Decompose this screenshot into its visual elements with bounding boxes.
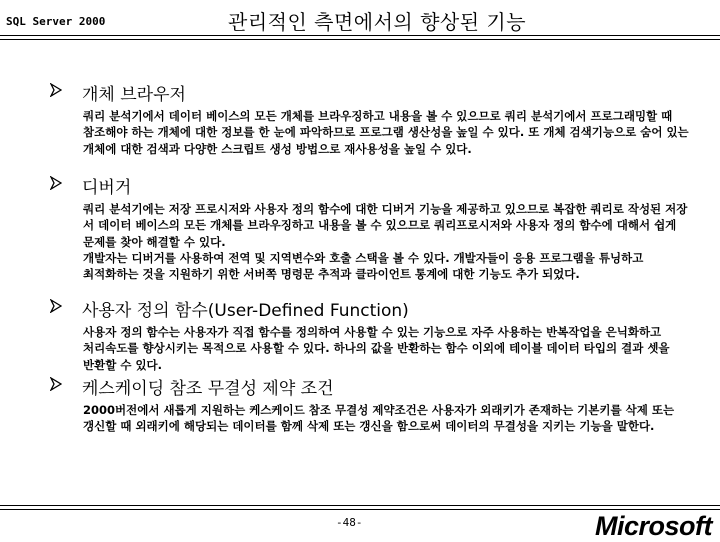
section-title: 개체 브라우저	[82, 85, 186, 105]
microsoft-logo: Microsoft	[595, 511, 712, 541]
section-title: 케스케이딩 참조 무결성 제약 조건	[82, 379, 334, 399]
header-rule-top	[0, 35, 720, 36]
section-paragraph: 쿼리 분석기에는 저장 프로시저와 사용자 정의 함수에 대한 디버거 기능을 제공하고 있으므로 복잡한 쿼리로 작성된 저장 서 데이터 베이스의 모든 개체를 브라우징하고 내용을 볼 수 있으므로 쿼리프로시저와 사용자 정의 함수에 대해서 쉽게 문제를 찾아 해결할 수 있다.	[83, 202, 688, 249]
section-paragraph: 개발자는 디버거를 사용하여 전역 및 지역변수와 호출 스택을 볼 수 있다. 개발자들이 응용 프로그램을 튜닝하고 최적화하는 것을 지원하기 위한 서버쪽 명령문 추적과 클라이언트 통계에 대한 기능도 추가 되었다.	[83, 250, 644, 282]
footer-rule-top	[0, 505, 720, 506]
footer-rule-bottom	[0, 509, 720, 510]
arrow-bullet-icon	[50, 299, 62, 313]
section-body	[83, 201, 693, 282]
header-rule-bottom	[0, 39, 720, 40]
section-body: 쿼리 분석기에서 데이터 베이스의 모든 개체를 브라우징하고 내용을 볼 수 있으므로 쿼리 분석기에서 프로그래밍할 때 참조해야 하는 개체에 대한 정보를 한 눈에 파악하므로 프로그램 생산성을 높일 수 있다. 또 개체 검색기능으로 숨어 있는 개체에 대한 검색과 다양한 스크립트 생성 방법으로 재사용성을 높일 수 있다.	[83, 109, 689, 156]
arrow-bullet-icon	[50, 377, 62, 391]
section-title: 사용자 정의 함수(User-Defined Function)	[82, 301, 409, 321]
section-body: 2000버전에서 새롭게 지원하는 케스케이드 참조 무결성 제약조건은 사용자가 외래키가 존재하는 기본키를 삭제 또는 갱신할 때 외래키에 해당되는 데이터를 함께 삭제 또는 갱신을 함으로써 데이터의 무결성을 지키는 기능을 말한다.	[83, 403, 675, 434]
arrow-bullet-icon	[50, 176, 62, 190]
arrow-bullet-icon	[50, 83, 62, 97]
page-number: -48-	[336, 516, 363, 529]
page-title: 관리적인 측면에서의 향상된 기능	[228, 10, 527, 34]
section-body: 사용자 정의 함수는 사용자가 직접 함수를 정의하여 사용할 수 있는 기능으로 자주 사용하는 반복작업을 은닉화하고 처리속도를 향상시키는 목적으로 사용할 수 있다. 하나의 값을 반환하는 함수 이외에 테이블 데이터 타입의 결과 셋을 반환할 수 있다.	[83, 325, 670, 372]
section-title: 디버거	[82, 178, 132, 198]
header-product-name: SQL Server 2000	[6, 15, 106, 28]
